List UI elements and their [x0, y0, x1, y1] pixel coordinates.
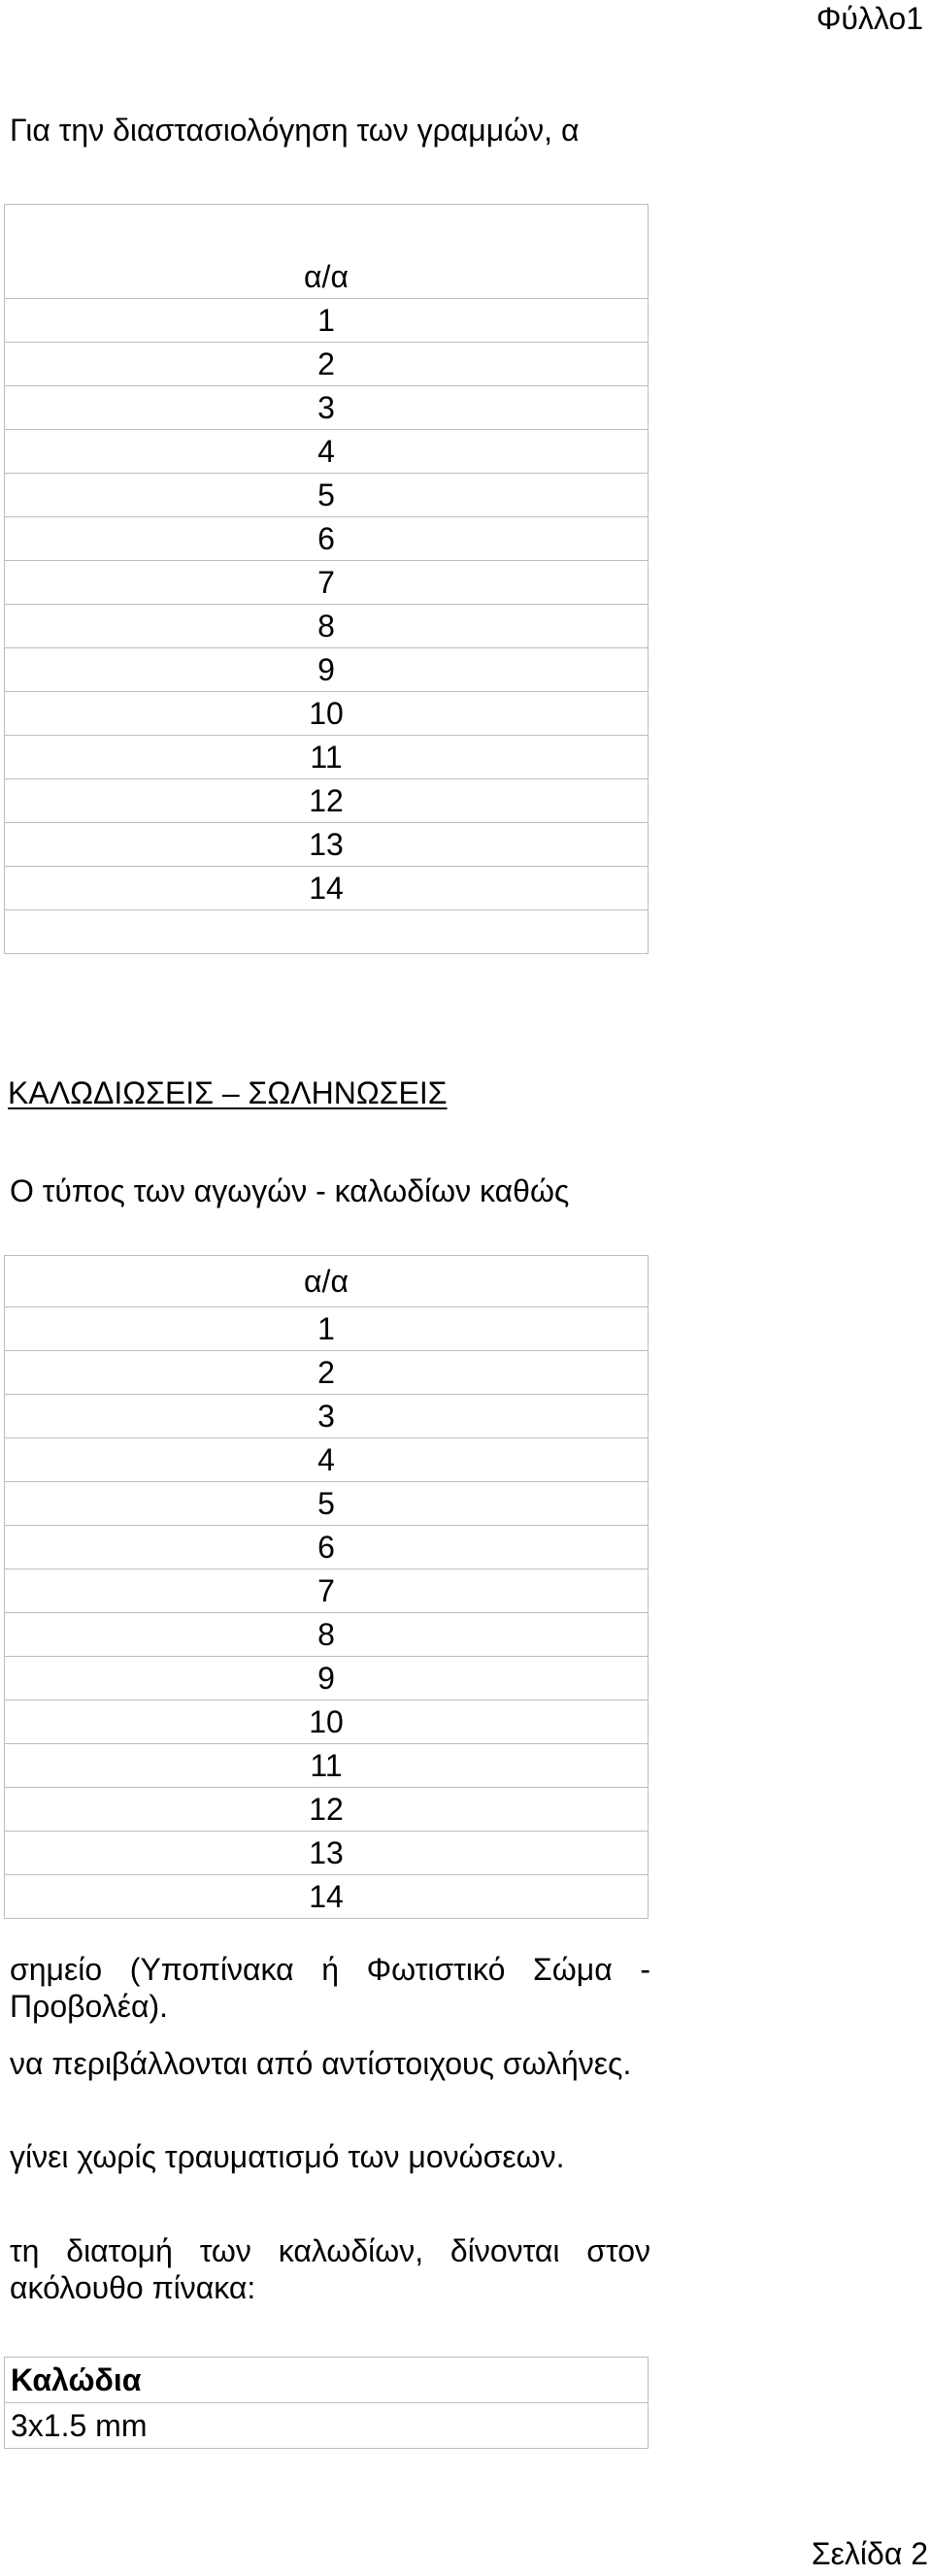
table-row: 11	[5, 1744, 649, 1788]
table-row: 2	[5, 1351, 649, 1395]
table-row: 2	[5, 343, 649, 386]
section-heading: ΚΑΛΩΔΙΩΣΕΙΣ – ΣΩΛΗΝΩΣΕΙΣ	[8, 1075, 448, 1110]
table-row: 4	[5, 430, 649, 474]
section-line: Ο τύπος των αγωγών - καλωδίων καθώς	[10, 1173, 570, 1208]
table-row: 9	[5, 1657, 649, 1701]
table-header-aa: α/α	[5, 205, 649, 299]
table-row: 8	[5, 605, 649, 648]
table-row: 5	[5, 474, 649, 517]
table-row: 6	[5, 1526, 649, 1569]
table-row: 8	[5, 1613, 649, 1657]
sheet-name: Φύλλο1	[816, 1, 923, 36]
table-row: 13	[5, 1832, 649, 1875]
table-header-cables: Καλώδια	[5, 2358, 649, 2403]
table-row-empty	[5, 910, 649, 954]
paragraph-1: σημείο (Υποπίνακα ή Φωτιστικό Σώμα - Προβολέα).	[10, 1952, 650, 2025]
table-row: 6	[5, 517, 649, 561]
table-row: 12	[5, 779, 649, 823]
table-row: 14	[5, 1875, 649, 1919]
paragraph-2: να περιβάλλονται από αντίστοιχους σωλήνες.	[10, 2046, 632, 2081]
table-row: 7	[5, 1569, 649, 1613]
table-row: 5	[5, 1482, 649, 1526]
table-row: 12	[5, 1788, 649, 1832]
numbering-table-2	[4, 1255, 649, 1919]
table-row: 10	[5, 1701, 649, 1744]
table-row: 4	[5, 1438, 649, 1482]
paragraph-4: τη διατομή των καλωδίων, δίνονται στον ακόλουθο πίνακα:	[10, 2233, 650, 2306]
table-row: 7	[5, 561, 649, 605]
intro-text: Για την διαστασιολόγηση των γραμμών, α	[10, 113, 580, 148]
table-row: 14	[5, 867, 649, 910]
numbering-table-1	[4, 204, 649, 954]
cables-table	[4, 2357, 649, 2449]
page-label: Σελίδα 2	[811, 2536, 928, 2571]
table-row: 3	[5, 1395, 649, 1438]
table-row: 10	[5, 692, 649, 736]
table-row: 3	[5, 386, 649, 430]
table-row: 1	[5, 1307, 649, 1351]
table-row: 9	[5, 648, 649, 692]
table-row: 1	[5, 299, 649, 343]
table-row: 3x1.5 mm	[5, 2403, 649, 2449]
table-header-aa: α/α	[5, 1256, 649, 1307]
table-row: 11	[5, 736, 649, 779]
table-row: 13	[5, 823, 649, 867]
paragraph-3: γίνει χωρίς τραυματισμό των μονώσεων.	[10, 2139, 565, 2174]
